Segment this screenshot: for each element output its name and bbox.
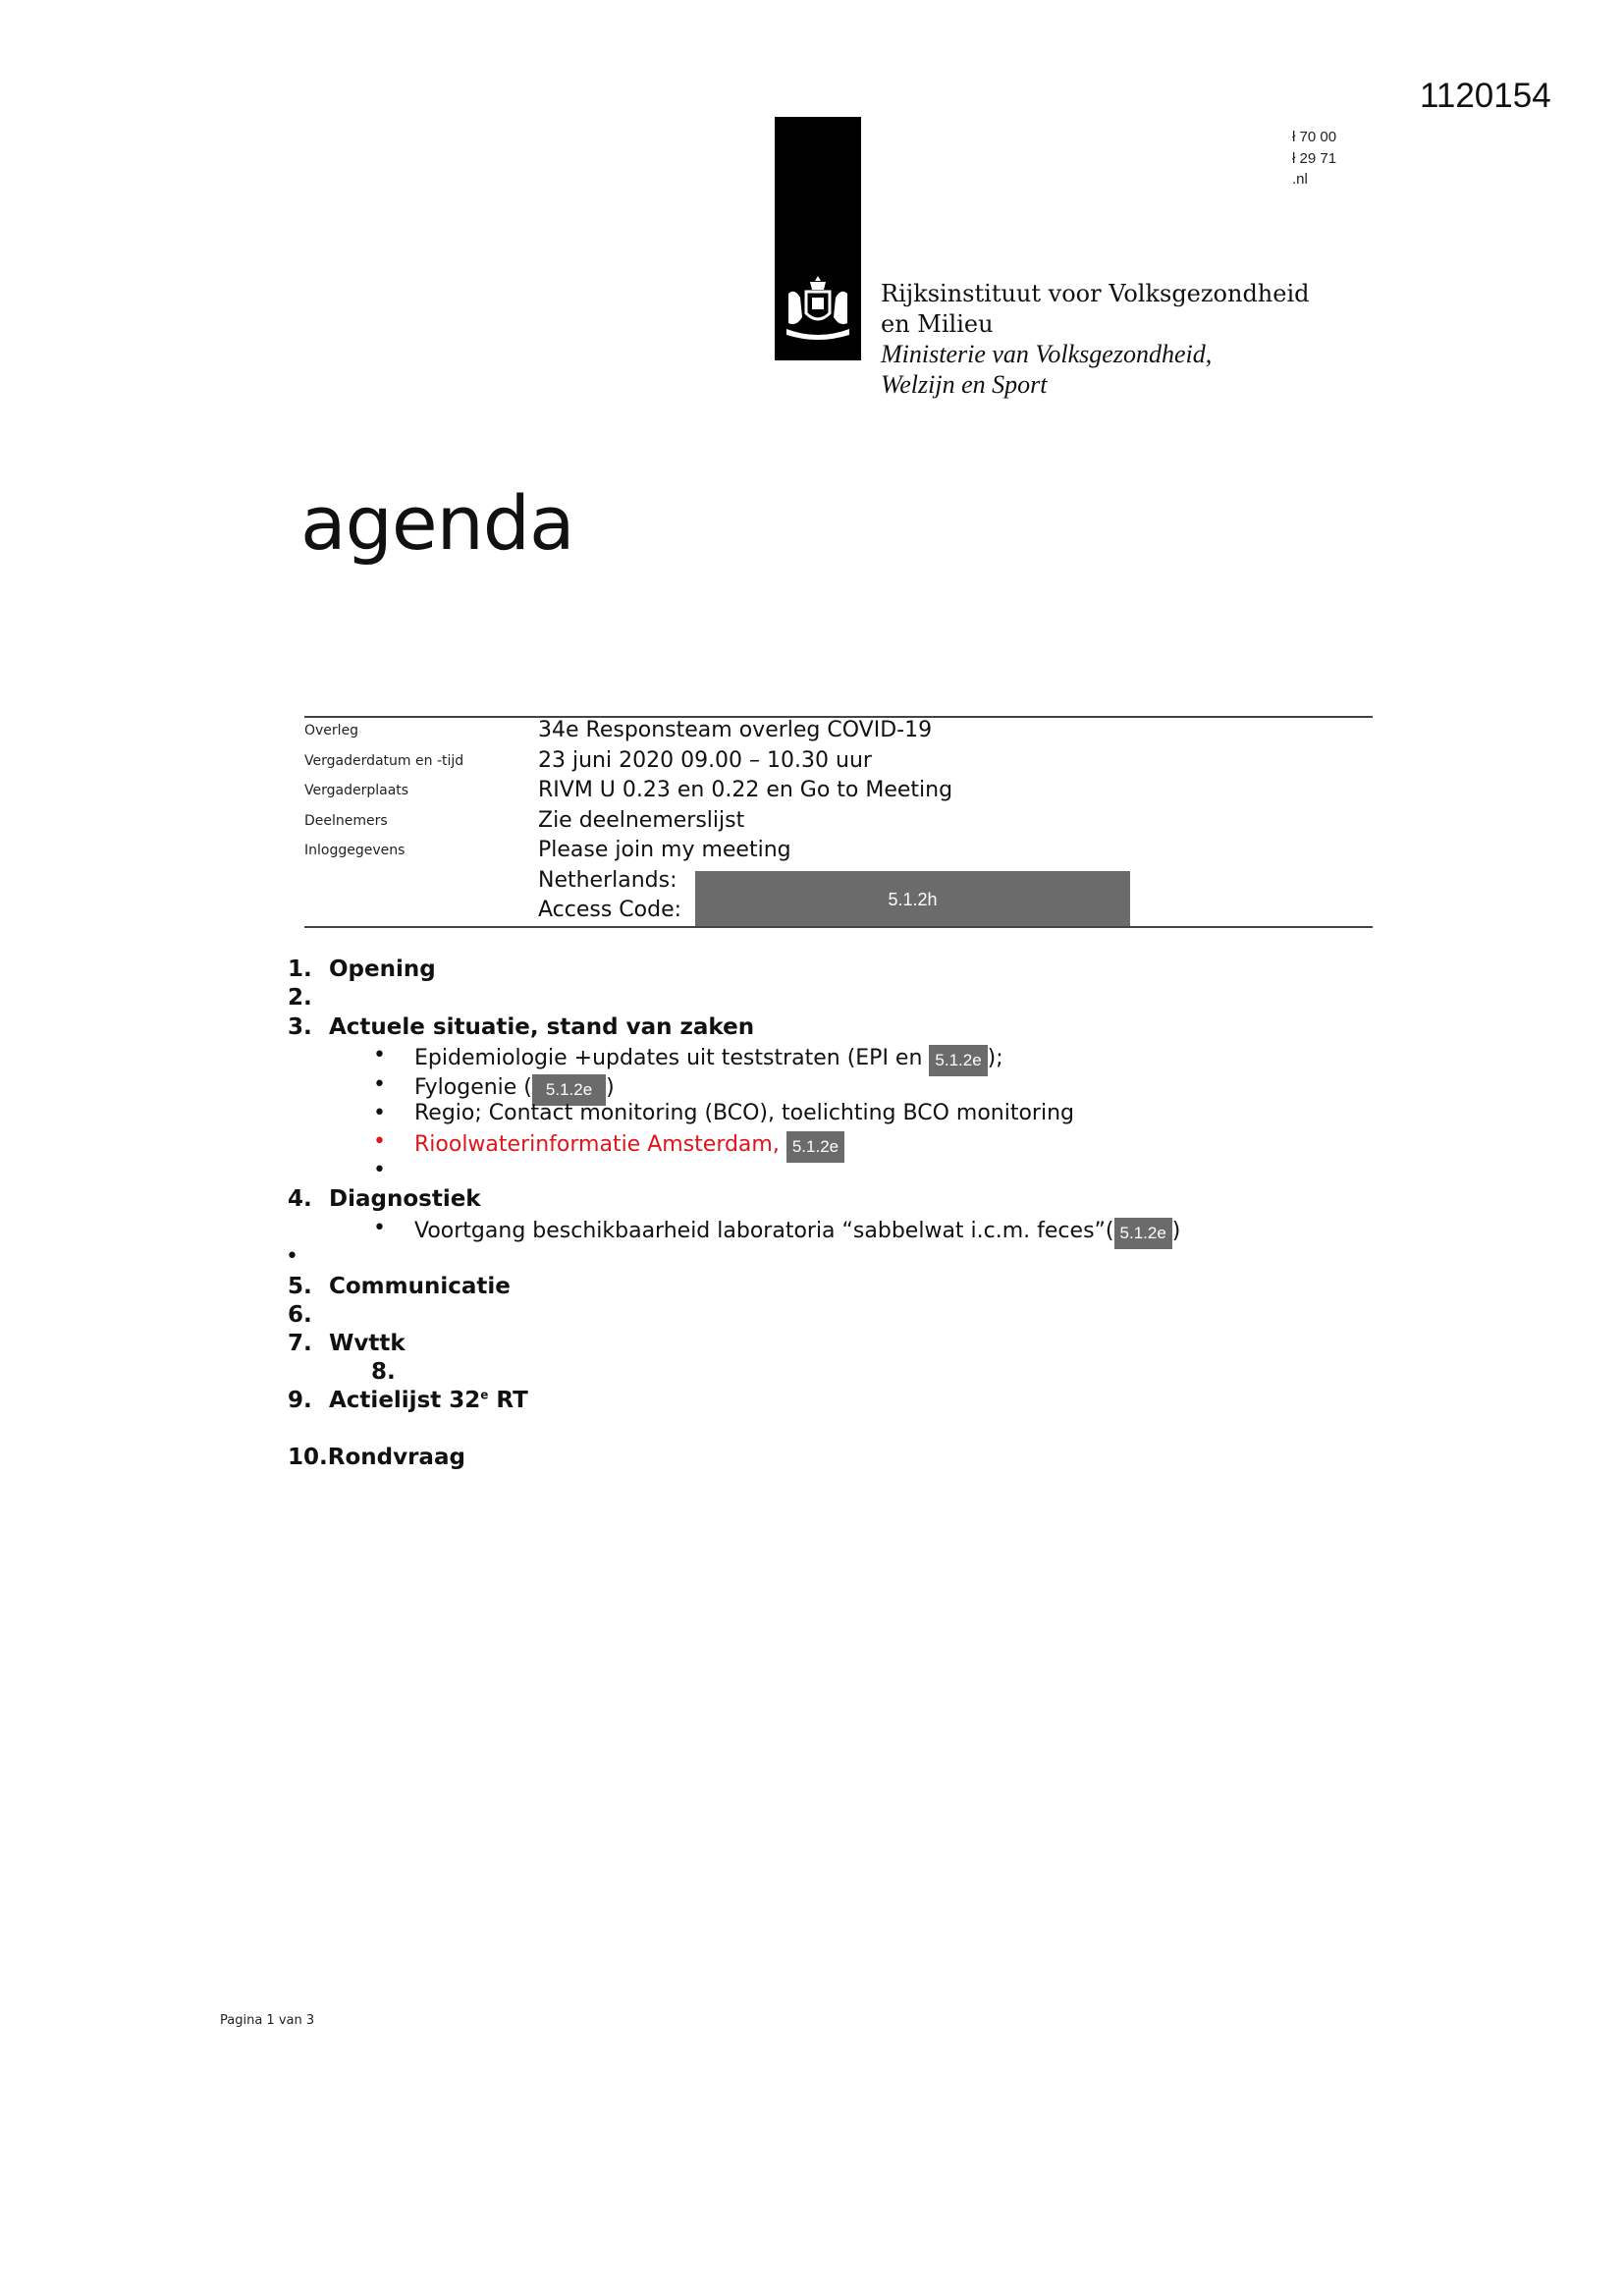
redaction-block: 5.1.2e (1114, 1218, 1172, 1249)
meta-value: 34e Responsteam overleg COVID-19 (538, 718, 933, 742)
agenda-item: Diagnostiek (329, 1186, 481, 1212)
meta-value: Please join my meeting (538, 838, 791, 862)
item-number: 7. (288, 1331, 312, 1356)
item-number: 4. (288, 1186, 312, 1212)
fax-fragment: ł 29 71 (1292, 150, 1337, 167)
sub-item-highlighted: Rioolwaterinformatie Amsterdam, 5.1.2e (414, 1129, 844, 1161)
org-name-line: en Milieu (881, 310, 994, 338)
meta-label: Deelnemers (304, 813, 388, 829)
agenda-item: Actielijst 32e RT (329, 1388, 528, 1413)
document-number: 1120154 (1420, 77, 1551, 115)
redaction-block: 5.1.2e (532, 1074, 606, 1106)
agenda-item: 10.Rondvraag (288, 1445, 465, 1470)
item-number: 2. (288, 985, 312, 1011)
access-code-label: Access Code: (538, 898, 682, 922)
meta-value: RIVM U 0.23 en 0.22 en Go to Meeting (538, 778, 953, 802)
bullet: • (373, 1043, 386, 1067)
rijksoverheid-logo (775, 117, 861, 360)
bullet: • (373, 1129, 386, 1154)
meta-label: Inloggegevens (304, 843, 406, 858)
item-number: 3. (288, 1014, 312, 1040)
website-fragment: .nl (1292, 171, 1308, 188)
redaction-block: 5.1.2e (929, 1045, 987, 1076)
item-number: 1. (288, 957, 312, 982)
org-name-line: Rijksinstituut voor Volksgezondheid (881, 280, 1310, 307)
redaction-block: 5.1.2e (786, 1131, 844, 1163)
page-number: Pagina 1 van 3 (220, 2013, 315, 2028)
sub-item: Epidemiologie +updates uit teststraten (EPI en 5.1.2e ); (414, 1043, 1003, 1074)
meta-value: 23 juni 2020 09.00 – 10.30 uur (538, 748, 872, 773)
item-number: 8. (371, 1359, 396, 1385)
coat-of-arms-icon (781, 274, 855, 343)
bullet: • (373, 1072, 386, 1097)
bullet: • (373, 1216, 386, 1240)
sub-item: Voortgang beschikbaarheid laboratoria “sabbelwat i.c.m. feces”( 5.1.2e ) (414, 1216, 1180, 1247)
ministry-line: Welzijn en Sport (881, 370, 1048, 399)
item-number: 6. (288, 1302, 312, 1328)
redaction-block: 5.1.2h (695, 871, 1130, 928)
bullet: • (373, 1101, 386, 1125)
sub-item: Regio; Contact monitoring (BCO), toelichting BCO monitoring (414, 1101, 1074, 1125)
meta-label: Overleg (304, 723, 359, 738)
page-title: agenda (300, 479, 574, 567)
item-number: 9. (288, 1388, 312, 1413)
agenda-item: Wvttk (329, 1331, 406, 1356)
agenda-item: Communicatie (329, 1274, 511, 1299)
table-bottom-rule (304, 926, 1373, 928)
sub-item: Fylogenie ( 5.1.2e ) (414, 1072, 615, 1104)
meta-value: Zie deelnemerslijst (538, 808, 745, 833)
bullet: • (373, 1158, 386, 1182)
phone-fragment: ł 70 00 (1292, 129, 1337, 145)
ministry-line: Ministerie van Volksgezondheid, (881, 340, 1213, 368)
agenda-item: Actuele situatie, stand van zaken (329, 1014, 755, 1040)
agenda-item: Opening (329, 957, 436, 982)
item-number: 5. (288, 1274, 312, 1299)
netherlands-label: Netherlands: (538, 868, 677, 893)
meta-label: Vergaderdatum en -tijd (304, 753, 464, 769)
bullet: • (286, 1244, 298, 1269)
meta-label: Vergaderplaats (304, 783, 409, 798)
